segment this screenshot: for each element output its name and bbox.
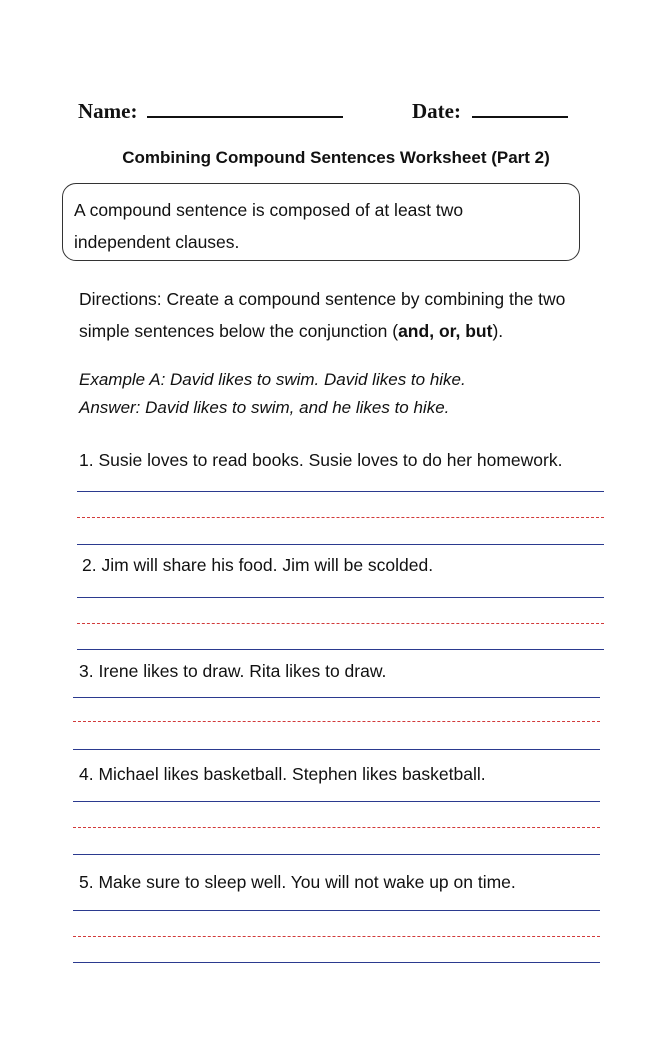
answer-line-solid[interactable]: [77, 597, 604, 598]
directions-line-2-end: ).: [492, 321, 504, 341]
date-blank[interactable]: [472, 98, 568, 118]
directions-line-1: Directions: Create a compound sentence by combining the two: [79, 289, 566, 309]
example-line: Example A: David likes to swim. David likes to hike.: [79, 370, 466, 389]
answer-line-solid[interactable]: [77, 491, 604, 492]
conjunction-or: or,: [438, 321, 461, 341]
date-label: Date:: [412, 99, 461, 123]
example-block: [79, 366, 466, 422]
name-field: [78, 98, 343, 124]
definition-line-2: independent clauses.: [74, 232, 240, 252]
answer-line-dashed[interactable]: [77, 517, 604, 518]
question-2: 2. Jim will share his food. Jim will be scolded.: [82, 555, 434, 575]
answer-line-solid[interactable]: [73, 749, 600, 750]
answer-line: Answer: David likes to swim, and he likes to hike.: [79, 398, 450, 417]
answer-line-solid[interactable]: [73, 910, 600, 911]
answer-line-dashed[interactable]: [77, 623, 604, 624]
definition-line-1: A compound sentence is composed of at least two: [74, 200, 464, 220]
date-field: [412, 98, 568, 124]
answer-line-solid[interactable]: [73, 697, 600, 698]
answer-line-solid[interactable]: [73, 854, 600, 855]
directions-line-2: [79, 315, 565, 347]
conjunction-and: and,: [398, 321, 435, 341]
answer-line-solid[interactable]: [77, 649, 604, 650]
worksheet-title: Combining Compound Sentences Worksheet (Part 2): [122, 148, 550, 167]
question-3: 3. Irene likes to draw. Rita likes to draw.: [79, 661, 387, 681]
answer-line-solid[interactable]: [77, 544, 604, 545]
answer-line-dashed[interactable]: [73, 827, 600, 828]
question-1: 1. Susie loves to read books. Susie loves to do her homework.: [79, 450, 563, 470]
question-5: 5. Make sure to sleep well. You will not wake up on time.: [79, 872, 516, 892]
directions: [79, 283, 565, 347]
directions-line-2-start: simple sentences below the conjunction (: [79, 321, 399, 341]
answer-line-solid[interactable]: [73, 962, 600, 963]
answer-line-solid[interactable]: [73, 801, 600, 802]
conjunction-but: but: [465, 321, 493, 341]
question-4: 4. Michael likes basketball. Stephen likes basketball.: [79, 764, 486, 784]
answer-line-dashed[interactable]: [73, 936, 600, 937]
answer-line-dashed[interactable]: [73, 721, 600, 722]
definition-box: [62, 183, 580, 261]
name-blank[interactable]: [147, 98, 343, 118]
name-label: Name:: [78, 99, 138, 123]
